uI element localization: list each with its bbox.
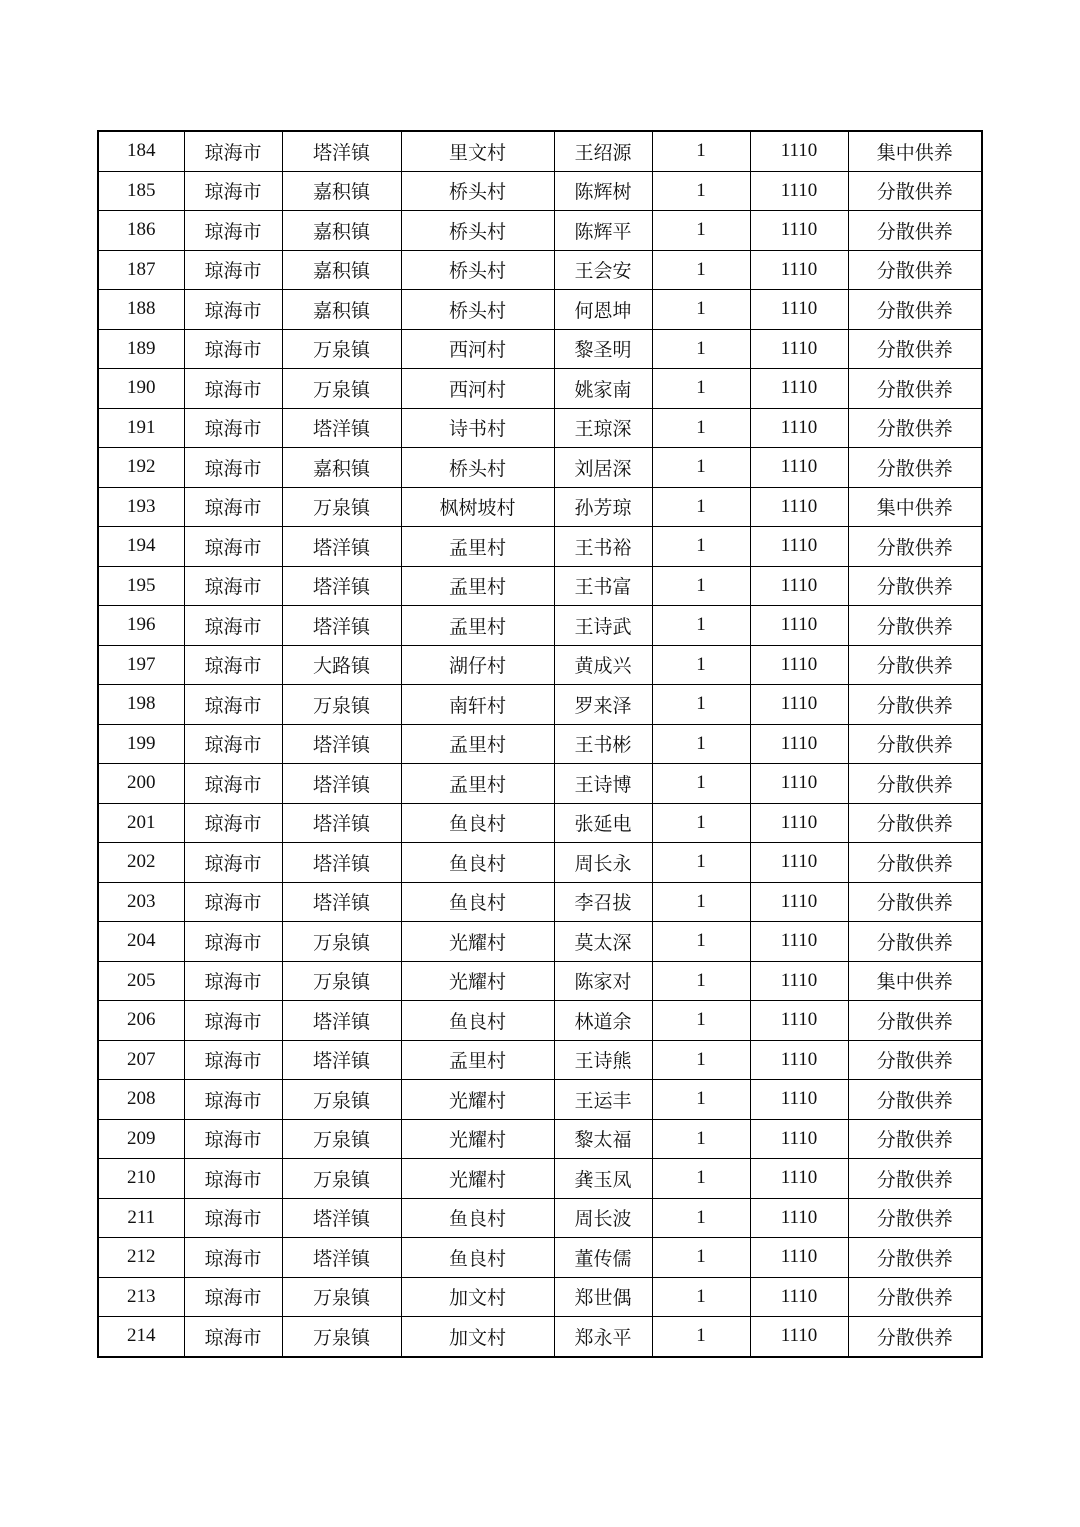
table-row: [98, 290, 982, 330]
city-cell: 琼海市: [184, 685, 282, 725]
town-cell: 嘉积镇: [282, 171, 401, 211]
table-row: [98, 1040, 982, 1080]
city-cell: 琼海市: [184, 408, 282, 448]
support-type-cell: 分散供养: [848, 1119, 982, 1159]
row-number-cell: 206: [98, 1001, 184, 1041]
amount-cell: 1110: [750, 171, 848, 211]
town-cell: 万泉镇: [282, 487, 401, 527]
town-cell: 塔洋镇: [282, 131, 401, 171]
row-number-cell: 195: [98, 566, 184, 606]
name-cell: 王琼深: [554, 408, 652, 448]
table-row: [98, 685, 982, 725]
count-cell: 1: [652, 1001, 750, 1041]
town-cell: 嘉积镇: [282, 211, 401, 251]
name-cell: 陈辉树: [554, 171, 652, 211]
name-cell: 龚玉凤: [554, 1159, 652, 1199]
row-number-cell: 186: [98, 211, 184, 251]
city-cell: 琼海市: [184, 487, 282, 527]
name-cell: 黄成兴: [554, 645, 652, 685]
city-cell: 琼海市: [184, 764, 282, 804]
table-row: [98, 1080, 982, 1120]
count-cell: 1: [652, 1198, 750, 1238]
town-cell: 塔洋镇: [282, 1198, 401, 1238]
amount-cell: 1110: [750, 724, 848, 764]
table-row: [98, 922, 982, 962]
table-row: [98, 1238, 982, 1278]
row-number-cell: 207: [98, 1040, 184, 1080]
amount-cell: 1110: [750, 1119, 848, 1159]
village-cell: 孟里村: [401, 764, 554, 804]
name-cell: 郑永平: [554, 1317, 652, 1357]
row-number-cell: 197: [98, 645, 184, 685]
table-row: [98, 408, 982, 448]
amount-cell: 1110: [750, 369, 848, 409]
count-cell: 1: [652, 1277, 750, 1317]
town-cell: 万泉镇: [282, 961, 401, 1001]
table-row: [98, 1198, 982, 1238]
city-cell: 琼海市: [184, 1198, 282, 1238]
table-row: [98, 171, 982, 211]
city-cell: 琼海市: [184, 1159, 282, 1199]
city-cell: 琼海市: [184, 922, 282, 962]
amount-cell: 1110: [750, 803, 848, 843]
support-type-cell: 集中供养: [848, 961, 982, 1001]
amount-cell: 1110: [750, 448, 848, 488]
amount-cell: 1110: [750, 1159, 848, 1199]
name-cell: 张延电: [554, 803, 652, 843]
name-cell: 姚家南: [554, 369, 652, 409]
town-cell: 嘉积镇: [282, 250, 401, 290]
amount-cell: 1110: [750, 1277, 848, 1317]
city-cell: 琼海市: [184, 803, 282, 843]
row-number-cell: 211: [98, 1198, 184, 1238]
town-cell: 万泉镇: [282, 1119, 401, 1159]
amount-cell: 1110: [750, 1080, 848, 1120]
town-cell: 万泉镇: [282, 1277, 401, 1317]
amount-cell: 1110: [750, 843, 848, 883]
table-row: [98, 369, 982, 409]
city-cell: 琼海市: [184, 290, 282, 330]
town-cell: 塔洋镇: [282, 606, 401, 646]
village-cell: 光耀村: [401, 1159, 554, 1199]
count-cell: 1: [652, 645, 750, 685]
village-cell: 枫树坡村: [401, 487, 554, 527]
city-cell: 琼海市: [184, 369, 282, 409]
name-cell: 郑世偶: [554, 1277, 652, 1317]
count-cell: 1: [652, 724, 750, 764]
row-number-cell: 193: [98, 487, 184, 527]
table-row: [98, 1119, 982, 1159]
support-type-cell: 分散供养: [848, 1159, 982, 1199]
row-number-cell: 214: [98, 1317, 184, 1357]
row-number-cell: 200: [98, 764, 184, 804]
town-cell: 大路镇: [282, 645, 401, 685]
row-number-cell: 185: [98, 171, 184, 211]
village-cell: 鱼良村: [401, 843, 554, 883]
town-cell: 万泉镇: [282, 1159, 401, 1199]
count-cell: 1: [652, 250, 750, 290]
village-cell: 鱼良村: [401, 882, 554, 922]
table-row: [98, 329, 982, 369]
table-row: [98, 487, 982, 527]
table-row: [98, 1277, 982, 1317]
city-cell: 琼海市: [184, 843, 282, 883]
name-cell: 林道余: [554, 1001, 652, 1041]
amount-cell: 1110: [750, 131, 848, 171]
amount-cell: 1110: [750, 645, 848, 685]
amount-cell: 1110: [750, 211, 848, 251]
village-cell: 加文村: [401, 1277, 554, 1317]
city-cell: 琼海市: [184, 645, 282, 685]
city-cell: 琼海市: [184, 606, 282, 646]
support-type-cell: 分散供养: [848, 448, 982, 488]
town-cell: 万泉镇: [282, 369, 401, 409]
records-table: [97, 130, 983, 1358]
city-cell: 琼海市: [184, 1277, 282, 1317]
support-type-cell: 分散供养: [848, 1277, 982, 1317]
support-type-cell: 分散供养: [848, 369, 982, 409]
support-type-cell: 分散供养: [848, 1001, 982, 1041]
count-cell: 1: [652, 1317, 750, 1357]
row-number-cell: 196: [98, 606, 184, 646]
support-type-cell: 分散供养: [848, 685, 982, 725]
table-row: [98, 724, 982, 764]
count-cell: 1: [652, 408, 750, 448]
table-row: [98, 527, 982, 567]
city-cell: 琼海市: [184, 329, 282, 369]
town-cell: 万泉镇: [282, 329, 401, 369]
records-body: [98, 131, 982, 1357]
support-type-cell: 分散供养: [848, 724, 982, 764]
name-cell: 董传儒: [554, 1238, 652, 1278]
village-cell: 孟里村: [401, 566, 554, 606]
town-cell: 万泉镇: [282, 1080, 401, 1120]
support-type-cell: 集中供养: [848, 131, 982, 171]
village-cell: 孟里村: [401, 1040, 554, 1080]
name-cell: 孙芳琼: [554, 487, 652, 527]
row-number-cell: 202: [98, 843, 184, 883]
town-cell: 塔洋镇: [282, 764, 401, 804]
count-cell: 1: [652, 606, 750, 646]
city-cell: 琼海市: [184, 724, 282, 764]
village-cell: 湖仔村: [401, 645, 554, 685]
name-cell: 何恩坤: [554, 290, 652, 330]
city-cell: 琼海市: [184, 1001, 282, 1041]
row-number-cell: 208: [98, 1080, 184, 1120]
city-cell: 琼海市: [184, 1119, 282, 1159]
row-number-cell: 194: [98, 527, 184, 567]
town-cell: 塔洋镇: [282, 882, 401, 922]
row-number-cell: 213: [98, 1277, 184, 1317]
village-cell: 鱼良村: [401, 1238, 554, 1278]
support-type-cell: 分散供养: [848, 250, 982, 290]
city-cell: 琼海市: [184, 1317, 282, 1357]
row-number-cell: 205: [98, 961, 184, 1001]
village-cell: 鱼良村: [401, 1001, 554, 1041]
count-cell: 1: [652, 1080, 750, 1120]
table-row: [98, 843, 982, 883]
count-cell: 1: [652, 487, 750, 527]
town-cell: 塔洋镇: [282, 843, 401, 883]
name-cell: 陈辉平: [554, 211, 652, 251]
name-cell: 王诗武: [554, 606, 652, 646]
row-number-cell: 192: [98, 448, 184, 488]
village-cell: 孟里村: [401, 606, 554, 646]
count-cell: 1: [652, 369, 750, 409]
count-cell: 1: [652, 131, 750, 171]
row-number-cell: 189: [98, 329, 184, 369]
town-cell: 嘉积镇: [282, 290, 401, 330]
support-type-cell: 集中供养: [848, 487, 982, 527]
support-type-cell: 分散供养: [848, 211, 982, 251]
town-cell: 塔洋镇: [282, 1040, 401, 1080]
name-cell: 王书彬: [554, 724, 652, 764]
city-cell: 琼海市: [184, 566, 282, 606]
row-number-cell: 204: [98, 922, 184, 962]
name-cell: 王运丰: [554, 1080, 652, 1120]
village-cell: 光耀村: [401, 961, 554, 1001]
count-cell: 1: [652, 803, 750, 843]
row-number-cell: 203: [98, 882, 184, 922]
town-cell: 塔洋镇: [282, 566, 401, 606]
name-cell: 黎圣明: [554, 329, 652, 369]
town-cell: 塔洋镇: [282, 527, 401, 567]
support-type-cell: 分散供养: [848, 171, 982, 211]
village-cell: 加文村: [401, 1317, 554, 1357]
name-cell: 王书裕: [554, 527, 652, 567]
support-type-cell: 分散供养: [848, 527, 982, 567]
amount-cell: 1110: [750, 1040, 848, 1080]
support-type-cell: 分散供养: [848, 566, 982, 606]
city-cell: 琼海市: [184, 250, 282, 290]
row-number-cell: 198: [98, 685, 184, 725]
name-cell: 王绍源: [554, 131, 652, 171]
table-row: [98, 211, 982, 251]
amount-cell: 1110: [750, 1238, 848, 1278]
count-cell: 1: [652, 329, 750, 369]
village-cell: 桥头村: [401, 448, 554, 488]
amount-cell: 1110: [750, 566, 848, 606]
support-type-cell: 分散供养: [848, 882, 982, 922]
row-number-cell: 201: [98, 803, 184, 843]
city-cell: 琼海市: [184, 448, 282, 488]
table-row: [98, 250, 982, 290]
village-cell: 西河村: [401, 369, 554, 409]
amount-cell: 1110: [750, 961, 848, 1001]
town-cell: 塔洋镇: [282, 724, 401, 764]
amount-cell: 1110: [750, 527, 848, 567]
support-type-cell: 分散供养: [848, 922, 982, 962]
name-cell: 周长波: [554, 1198, 652, 1238]
amount-cell: 1110: [750, 290, 848, 330]
village-cell: 南轩村: [401, 685, 554, 725]
table-row: [98, 566, 982, 606]
village-cell: 桥头村: [401, 211, 554, 251]
town-cell: 塔洋镇: [282, 1238, 401, 1278]
name-cell: 周长永: [554, 843, 652, 883]
support-type-cell: 分散供养: [848, 1238, 982, 1278]
table-row: [98, 645, 982, 685]
amount-cell: 1110: [750, 606, 848, 646]
city-cell: 琼海市: [184, 882, 282, 922]
row-number-cell: 187: [98, 250, 184, 290]
town-cell: 塔洋镇: [282, 803, 401, 843]
table-row: [98, 803, 982, 843]
amount-cell: 1110: [750, 329, 848, 369]
name-cell: 王诗博: [554, 764, 652, 804]
city-cell: 琼海市: [184, 1080, 282, 1120]
count-cell: 1: [652, 764, 750, 804]
amount-cell: 1110: [750, 922, 848, 962]
city-cell: 琼海市: [184, 211, 282, 251]
support-type-cell: 分散供养: [848, 1198, 982, 1238]
count-cell: 1: [652, 290, 750, 330]
amount-cell: 1110: [750, 685, 848, 725]
name-cell: 陈家对: [554, 961, 652, 1001]
table-row: [98, 961, 982, 1001]
village-cell: 诗书村: [401, 408, 554, 448]
row-number-cell: 188: [98, 290, 184, 330]
count-cell: 1: [652, 211, 750, 251]
town-cell: 万泉镇: [282, 1317, 401, 1357]
support-type-cell: 分散供养: [848, 764, 982, 804]
name-cell: 莫太深: [554, 922, 652, 962]
table-row: [98, 606, 982, 646]
count-cell: 1: [652, 171, 750, 211]
table-row: [98, 1001, 982, 1041]
row-number-cell: 209: [98, 1119, 184, 1159]
name-cell: 王书富: [554, 566, 652, 606]
village-cell: 鱼良村: [401, 803, 554, 843]
village-cell: 孟里村: [401, 527, 554, 567]
amount-cell: 1110: [750, 764, 848, 804]
name-cell: 罗来泽: [554, 685, 652, 725]
amount-cell: 1110: [750, 408, 848, 448]
village-cell: 光耀村: [401, 922, 554, 962]
city-cell: 琼海市: [184, 1238, 282, 1278]
town-cell: 万泉镇: [282, 922, 401, 962]
city-cell: 琼海市: [184, 527, 282, 567]
name-cell: 王诗熊: [554, 1040, 652, 1080]
support-type-cell: 分散供养: [848, 1317, 982, 1357]
count-cell: 1: [652, 685, 750, 725]
name-cell: 王会安: [554, 250, 652, 290]
count-cell: 1: [652, 882, 750, 922]
support-type-cell: 分散供养: [848, 843, 982, 883]
count-cell: 1: [652, 961, 750, 1001]
count-cell: 1: [652, 922, 750, 962]
table-row: [98, 882, 982, 922]
table-row: [98, 1159, 982, 1199]
table-row: [98, 764, 982, 804]
count-cell: 1: [652, 527, 750, 567]
count-cell: 1: [652, 1040, 750, 1080]
table-row: [98, 448, 982, 488]
name-cell: 刘居深: [554, 448, 652, 488]
village-cell: 光耀村: [401, 1119, 554, 1159]
town-cell: 万泉镇: [282, 685, 401, 725]
row-number-cell: 210: [98, 1159, 184, 1199]
table-row: [98, 131, 982, 171]
amount-cell: 1110: [750, 250, 848, 290]
count-cell: 1: [652, 566, 750, 606]
amount-cell: 1110: [750, 1317, 848, 1357]
village-cell: 里文村: [401, 131, 554, 171]
row-number-cell: 199: [98, 724, 184, 764]
town-cell: 塔洋镇: [282, 1001, 401, 1041]
amount-cell: 1110: [750, 1001, 848, 1041]
village-cell: 桥头村: [401, 250, 554, 290]
city-cell: 琼海市: [184, 131, 282, 171]
village-cell: 西河村: [401, 329, 554, 369]
support-type-cell: 分散供养: [848, 645, 982, 685]
amount-cell: 1110: [750, 487, 848, 527]
city-cell: 琼海市: [184, 961, 282, 1001]
row-number-cell: 191: [98, 408, 184, 448]
row-number-cell: 190: [98, 369, 184, 409]
count-cell: 1: [652, 843, 750, 883]
support-type-cell: 分散供养: [848, 1040, 982, 1080]
count-cell: 1: [652, 1119, 750, 1159]
count-cell: 1: [652, 1238, 750, 1278]
town-cell: 塔洋镇: [282, 408, 401, 448]
village-cell: 桥头村: [401, 171, 554, 211]
amount-cell: 1110: [750, 1198, 848, 1238]
town-cell: 嘉积镇: [282, 448, 401, 488]
support-type-cell: 分散供养: [848, 606, 982, 646]
row-number-cell: 212: [98, 1238, 184, 1278]
support-type-cell: 分散供养: [848, 803, 982, 843]
amount-cell: 1110: [750, 882, 848, 922]
city-cell: 琼海市: [184, 171, 282, 211]
table-row: [98, 1317, 982, 1357]
village-cell: 桥头村: [401, 290, 554, 330]
village-cell: 孟里村: [401, 724, 554, 764]
count-cell: 1: [652, 448, 750, 488]
support-type-cell: 分散供养: [848, 329, 982, 369]
count-cell: 1: [652, 1159, 750, 1199]
row-number-cell: 184: [98, 131, 184, 171]
support-type-cell: 分散供养: [848, 408, 982, 448]
city-cell: 琼海市: [184, 1040, 282, 1080]
support-type-cell: 分散供养: [848, 290, 982, 330]
support-type-cell: 分散供养: [848, 1080, 982, 1120]
name-cell: 黎太福: [554, 1119, 652, 1159]
village-cell: 鱼良村: [401, 1198, 554, 1238]
name-cell: 李召拔: [554, 882, 652, 922]
village-cell: 光耀村: [401, 1080, 554, 1120]
